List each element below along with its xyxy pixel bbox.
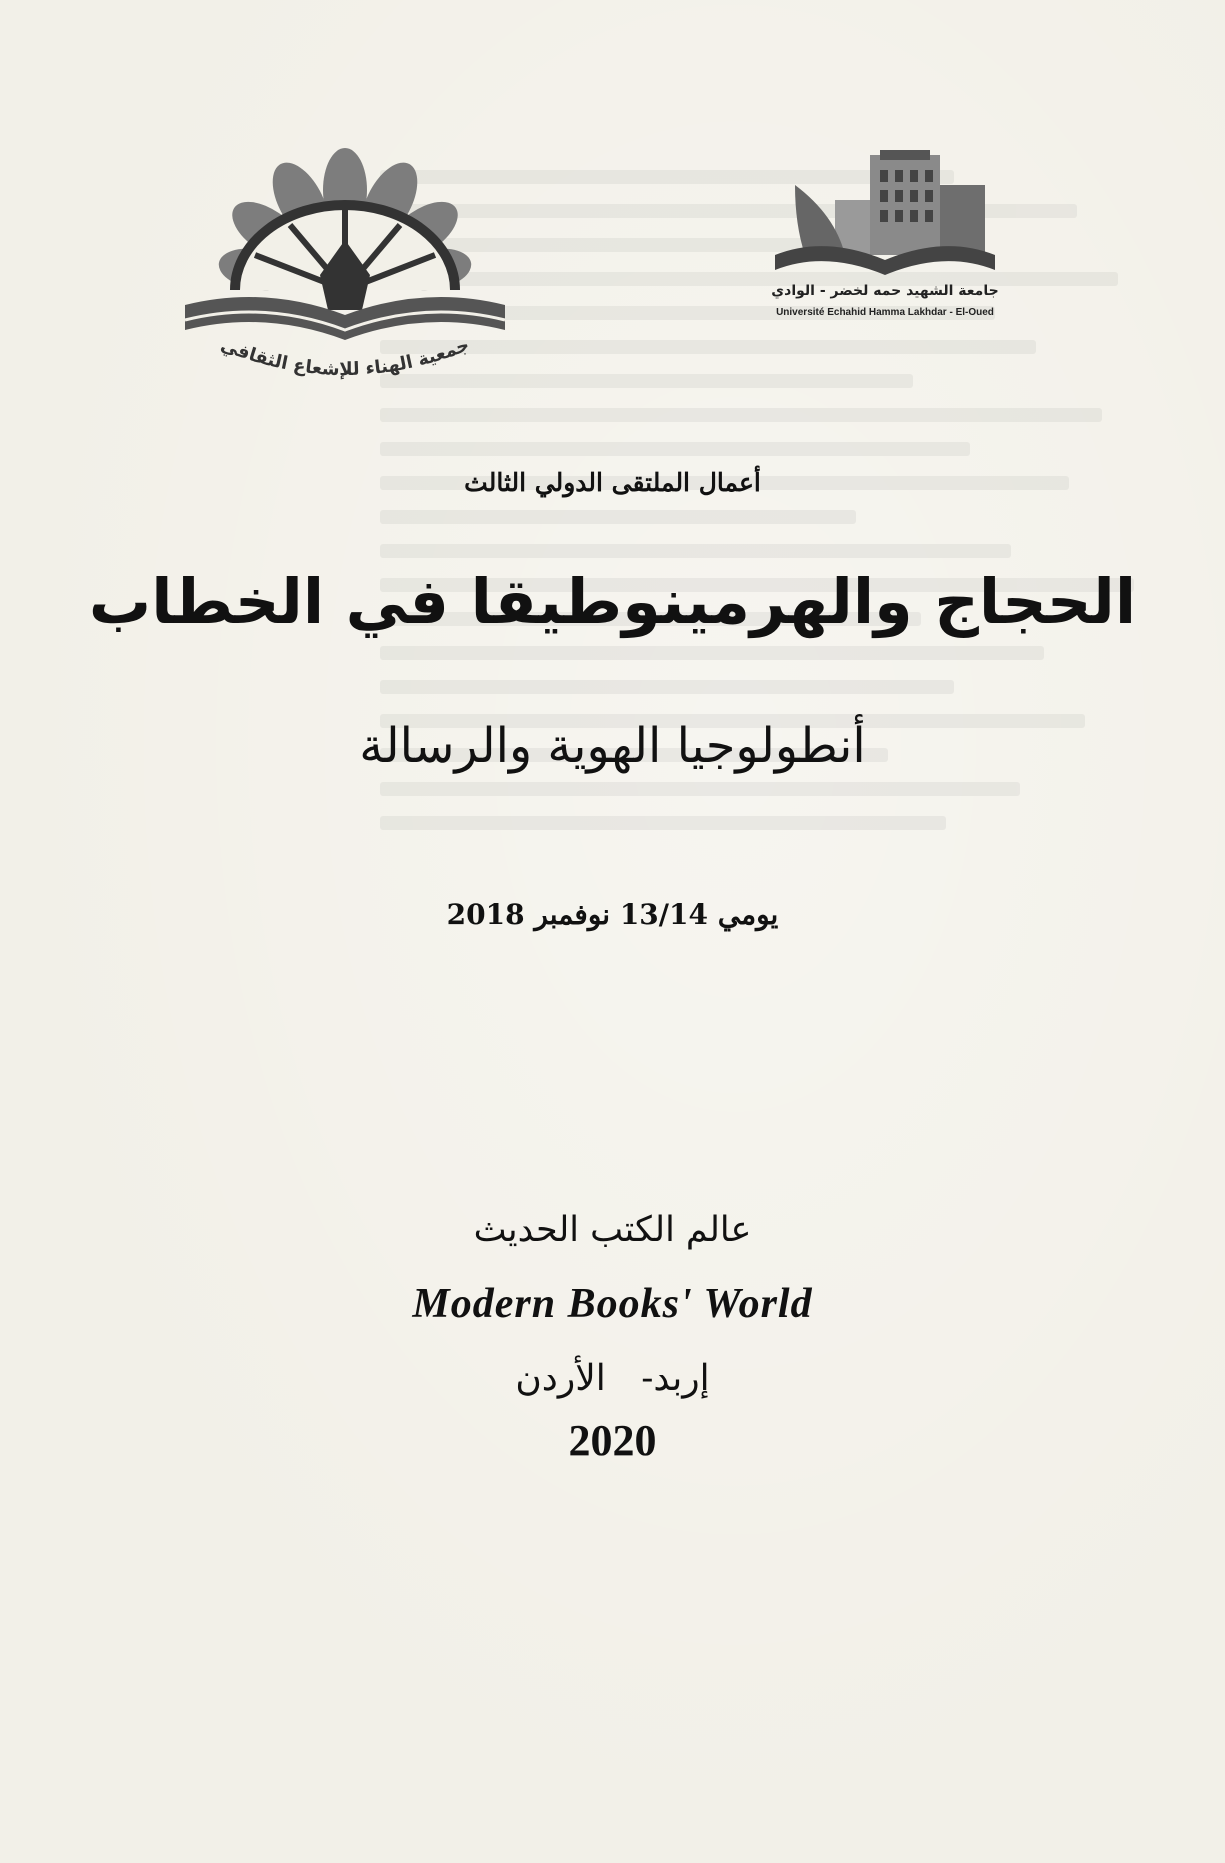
publisher-name-arabic: عالم الكتب الحديث: [473, 1210, 752, 1250]
publication-year: 2020: [568, 1416, 657, 1465]
lotus-book-logo: [140, 145, 550, 405]
right-logo-caption-fr: Université Echahid Hamma Lakhdar - El-Oued: [776, 307, 994, 318]
left-logo-caption: جمعية الهناء للإشعاع الثقافي: [217, 334, 473, 381]
publisher-location: [0, 1358, 1225, 1399]
university-building-logo: [765, 145, 1005, 335]
conference-date: يومي 13/14 نوفمبر 2018: [446, 898, 779, 931]
right-logo-caption-ar: جامعة الشهيد حمه لخضر - الوادي: [771, 283, 999, 299]
book-title: الحجاج والهرمينوطيقا في الخطاب: [88, 565, 1137, 638]
publisher-country: الأردن: [515, 1358, 606, 1399]
conference-series-line: أعمال الملتقى الدولي الثالث: [464, 468, 761, 497]
publisher-city: إربد-: [641, 1358, 710, 1399]
book-subtitle: أنطولوجيا الهوية والرسالة: [359, 718, 866, 774]
publisher-name-english: Modern Books' World: [412, 1281, 813, 1327]
